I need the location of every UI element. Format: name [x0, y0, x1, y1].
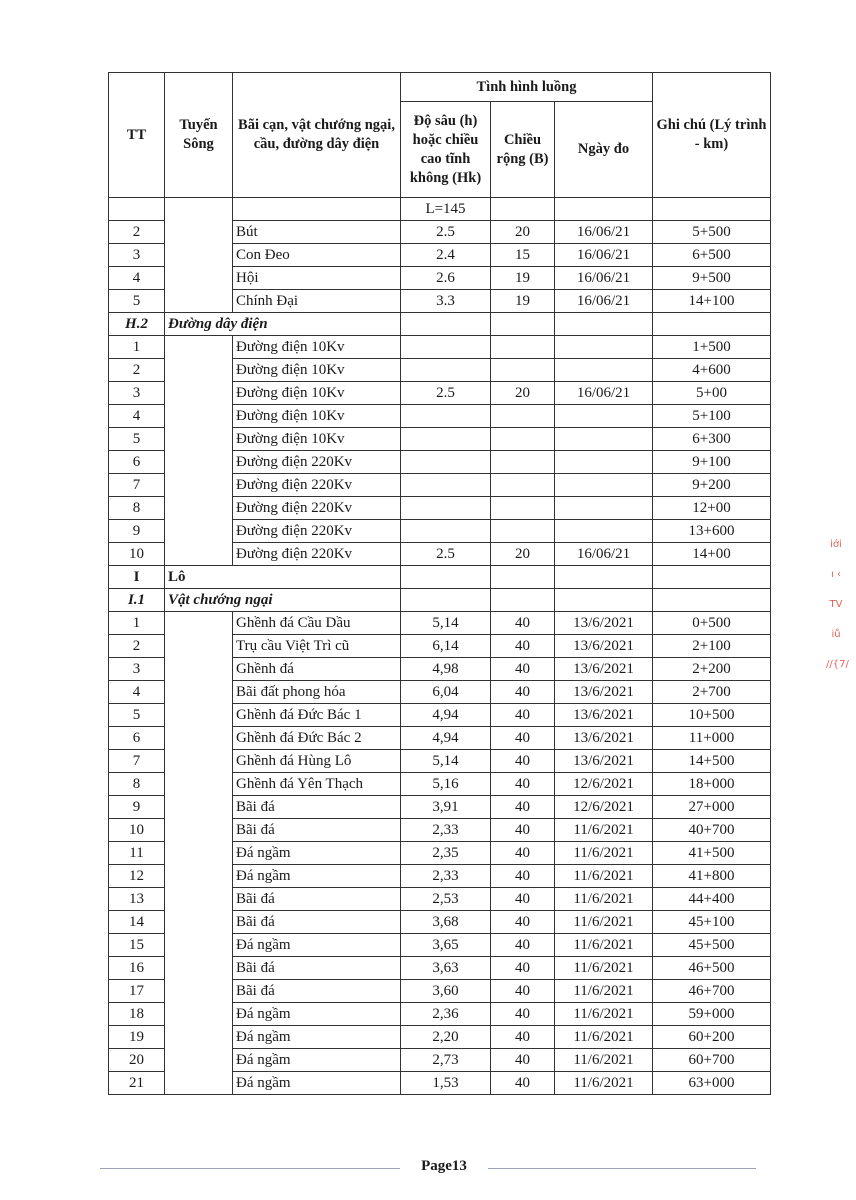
row-tt: 17 [109, 980, 165, 1003]
depth-value: 5,14 [401, 612, 491, 635]
section-label: Vật chướng ngại [165, 589, 401, 612]
group-row [109, 566, 771, 589]
depth-value: 2.6 [401, 267, 491, 290]
depth-value: 1,53 [401, 1072, 491, 1095]
row-tt: 5 [109, 290, 165, 313]
obstacle-name: Đường điện 220Kv [233, 474, 401, 497]
row-tt: 12 [109, 865, 165, 888]
obstacle-name: Ghềnh đá Đức Bác 1 [233, 704, 401, 727]
depth-value: 2.4 [401, 244, 491, 267]
row-tt: 6 [109, 727, 165, 750]
obstacle-name: Ghềnh đá Yên Thạch [233, 773, 401, 796]
chainage-note: 9+500 [653, 267, 771, 290]
measure-date: 13/6/2021 [555, 612, 653, 635]
measure-date: 11/6/2021 [555, 1072, 653, 1095]
header-ghi-chu: Ghi chú (Lý trình - km) [653, 73, 771, 198]
row-tt: 4 [109, 267, 165, 290]
row-tt: 3 [109, 658, 165, 681]
obstacle-name: Ghềnh đá Cầu Dầu [233, 612, 401, 635]
row-tt: 1 [109, 336, 165, 359]
depth-value: 2,33 [401, 865, 491, 888]
obstacle-name: Đường điện 10Kv [233, 382, 401, 405]
depth-value: 6,04 [401, 681, 491, 704]
depth-value: 4,94 [401, 727, 491, 750]
date-cell [555, 589, 653, 612]
depth-value: 3,91 [401, 796, 491, 819]
depth-value: 3,60 [401, 980, 491, 1003]
depth-value: 3,65 [401, 934, 491, 957]
obstacle-name: Bãi đất phong hóa [233, 681, 401, 704]
red-stamp-fragment [826, 530, 849, 680]
depth-value: 5,14 [401, 750, 491, 773]
width-value: 20 [491, 382, 555, 405]
row-tt: 10 [109, 819, 165, 842]
obstacle-name: Bãi đá [233, 796, 401, 819]
obstacle-name: Đường điện 10Kv [233, 336, 401, 359]
row-tt: 16 [109, 957, 165, 980]
row-tt: 18 [109, 1003, 165, 1026]
header-ngay-do: Ngày đo [555, 102, 653, 198]
measure-date [555, 198, 653, 221]
chainage-note: 6+300 [653, 428, 771, 451]
measure-date [555, 451, 653, 474]
measure-date: 13/6/2021 [555, 658, 653, 681]
obstacle-name: Đá ngầm [233, 842, 401, 865]
chainage-note: 2+200 [653, 658, 771, 681]
chainage-note: 2+100 [653, 635, 771, 658]
depth-value: 2.5 [401, 382, 491, 405]
chainage-note: 9+100 [653, 451, 771, 474]
row-tt: 13 [109, 888, 165, 911]
obstacle-name: Ghềnh đá Đức Bác 2 [233, 727, 401, 750]
chainage-note: 60+200 [653, 1026, 771, 1049]
header-tinh-hinh-luong: Tình hình luồng [401, 73, 653, 102]
note-cell [653, 313, 771, 336]
row-tt: 5 [109, 704, 165, 727]
row-tt: 14 [109, 911, 165, 934]
depth-value [401, 474, 491, 497]
measure-date [555, 336, 653, 359]
measure-date: 12/6/2021 [555, 796, 653, 819]
width-value: 40 [491, 750, 555, 773]
row-tt: 9 [109, 796, 165, 819]
table-header [109, 73, 771, 198]
stamp-mark: iới [830, 539, 842, 550]
row-tt: 8 [109, 773, 165, 796]
depth-value: 5,16 [401, 773, 491, 796]
measure-date: 12/6/2021 [555, 773, 653, 796]
chainage-note: 60+700 [653, 1049, 771, 1072]
measure-date [555, 405, 653, 428]
row-tt: 7 [109, 750, 165, 773]
obstacle-name: Đường điện 220Kv [233, 543, 401, 566]
date-cell [555, 566, 653, 589]
chainage-note: 14+500 [653, 750, 771, 773]
width-value: 15 [491, 244, 555, 267]
obstacle-name [233, 198, 401, 221]
obstacle-name: Đường điện 220Kv [233, 451, 401, 474]
depth-value [401, 336, 491, 359]
row-tt: 4 [109, 405, 165, 428]
header-chieu-rong: Chiều rộng (B) [491, 102, 555, 198]
chainage-note: 5+100 [653, 405, 771, 428]
depth-value: 2,73 [401, 1049, 491, 1072]
width-value: 40 [491, 1072, 555, 1095]
measure-date: 11/6/2021 [555, 819, 653, 842]
measure-date: 13/6/2021 [555, 727, 653, 750]
measure-date: 16/06/21 [555, 244, 653, 267]
row-tt: 2 [109, 221, 165, 244]
obstacle-name: Trụ cầu Việt Trì cũ [233, 635, 401, 658]
row-tt: 6 [109, 451, 165, 474]
row-tt: 10 [109, 543, 165, 566]
depth-value [401, 359, 491, 382]
obstacle-name: Hội [233, 267, 401, 290]
width-value: 40 [491, 773, 555, 796]
depth-value: 2,33 [401, 819, 491, 842]
width-cell [491, 589, 555, 612]
measure-date: 11/6/2021 [555, 1003, 653, 1026]
row-tt: 2 [109, 635, 165, 658]
depth-value: 6,14 [401, 635, 491, 658]
note-cell [653, 566, 771, 589]
stamp-mark: iů [831, 629, 841, 640]
row-tt: 7 [109, 474, 165, 497]
width-value: 40 [491, 796, 555, 819]
chainage-note: 4+600 [653, 359, 771, 382]
row-tt: 21 [109, 1072, 165, 1095]
depth-value [401, 451, 491, 474]
row-tt: I [109, 566, 165, 589]
measure-date: 16/06/21 [555, 267, 653, 290]
obstacle-name: Bãi đá [233, 980, 401, 1003]
chainage-note: 14+00 [653, 543, 771, 566]
width-value: 40 [491, 658, 555, 681]
obstacle-name: Bãi đá [233, 911, 401, 934]
measure-date [555, 474, 653, 497]
depth-value: 3,68 [401, 911, 491, 934]
width-value: 40 [491, 980, 555, 1003]
obstacle-name: Bãi đá [233, 888, 401, 911]
measure-date: 11/6/2021 [555, 1049, 653, 1072]
obstacle-name: Đường điện 220Kv [233, 520, 401, 543]
chainage-note: 44+400 [653, 888, 771, 911]
obstacle-name: Đá ngầm [233, 1072, 401, 1095]
row-tt: 3 [109, 382, 165, 405]
width-value: 40 [491, 1003, 555, 1026]
depth-cell [401, 566, 491, 589]
row-tt: H.2 [109, 313, 165, 336]
width-value: 40 [491, 819, 555, 842]
table-row [109, 198, 771, 221]
obstacle-name: Ghềnh đá [233, 658, 401, 681]
width-value: 40 [491, 888, 555, 911]
row-tt: 2 [109, 359, 165, 382]
width-value [491, 520, 555, 543]
chainage-note: 18+000 [653, 773, 771, 796]
chainage-note: 11+000 [653, 727, 771, 750]
chainage-note: 45+100 [653, 911, 771, 934]
page-footer [100, 1156, 756, 1182]
measure-date [555, 497, 653, 520]
chainage-note: 5+00 [653, 382, 771, 405]
chainage-note: 6+500 [653, 244, 771, 267]
width-value [491, 336, 555, 359]
row-tt: 9 [109, 520, 165, 543]
stamp-mark: ı ‹ [831, 569, 841, 580]
obstacle-name: Bãi đá [233, 957, 401, 980]
header-tuyen-song: Tuyến Sông [165, 73, 233, 198]
obstacle-name: Bãi đá [233, 819, 401, 842]
width-value: 40 [491, 681, 555, 704]
footer-rule-left [100, 1168, 400, 1169]
width-value: 19 [491, 267, 555, 290]
depth-value: 2.5 [401, 221, 491, 244]
width-value: 40 [491, 865, 555, 888]
chainage-note: 40+700 [653, 819, 771, 842]
measure-date: 13/6/2021 [555, 750, 653, 773]
obstacle-name: Đường điện 10Kv [233, 428, 401, 451]
river-obstacles-table [108, 72, 771, 1095]
width-value [491, 428, 555, 451]
width-cell [491, 566, 555, 589]
measure-date: 16/06/21 [555, 543, 653, 566]
depth-value: 3,63 [401, 957, 491, 980]
chainage-note: 41+500 [653, 842, 771, 865]
row-tt: I.1 [109, 589, 165, 612]
measure-date: 11/6/2021 [555, 934, 653, 957]
row-tt: 3 [109, 244, 165, 267]
measure-date: 13/6/2021 [555, 635, 653, 658]
obstacle-name: Con Đeo [233, 244, 401, 267]
width-value: 40 [491, 704, 555, 727]
depth-value: 2,20 [401, 1026, 491, 1049]
header-bai-can: Bãi cạn, vật chướng ngại, cầu, đường dây điện [233, 73, 401, 198]
width-cell [491, 313, 555, 336]
row-tt: 15 [109, 934, 165, 957]
obstacle-name: Đá ngầm [233, 865, 401, 888]
obstacle-name: Đá ngầm [233, 1049, 401, 1072]
depth-value: L=145 [401, 198, 491, 221]
route-cell [165, 612, 233, 1095]
chainage-note: 45+500 [653, 934, 771, 957]
chainage-note: 9+200 [653, 474, 771, 497]
row-tt: 4 [109, 681, 165, 704]
measure-date: 11/6/2021 [555, 957, 653, 980]
chainage-note: 14+100 [653, 290, 771, 313]
depth-value: 2,53 [401, 888, 491, 911]
measure-date: 11/6/2021 [555, 842, 653, 865]
row-tt: 11 [109, 842, 165, 865]
depth-value: 2,35 [401, 842, 491, 865]
depth-value: 4,94 [401, 704, 491, 727]
obstacle-name: Đá ngầm [233, 1003, 401, 1026]
obstacle-name: Đường điện 10Kv [233, 359, 401, 382]
width-value: 40 [491, 635, 555, 658]
width-value: 40 [491, 934, 555, 957]
width-value: 40 [491, 842, 555, 865]
measure-date: 16/06/21 [555, 290, 653, 313]
measure-date [555, 428, 653, 451]
depth-value: 2.5 [401, 543, 491, 566]
measure-date: 11/6/2021 [555, 911, 653, 934]
measure-date: 11/6/2021 [555, 865, 653, 888]
obstacle-name: Ghềnh đá Hùng Lô [233, 750, 401, 773]
width-value [491, 451, 555, 474]
depth-value [401, 520, 491, 543]
chainage-note: 10+500 [653, 704, 771, 727]
measure-date: 11/6/2021 [555, 980, 653, 1003]
measure-date: 11/6/2021 [555, 888, 653, 911]
width-value [491, 474, 555, 497]
stamp-mark: TV [829, 599, 843, 610]
measure-date [555, 359, 653, 382]
obstacle-name: Chính Đại [233, 290, 401, 313]
depth-cell [401, 313, 491, 336]
obstacle-name: Đường điện 220Kv [233, 497, 401, 520]
obstacle-name: Bút [233, 221, 401, 244]
chainage-note: 41+800 [653, 865, 771, 888]
depth-cell [401, 589, 491, 612]
width-value: 40 [491, 612, 555, 635]
header-tt: TT [109, 73, 165, 198]
row-tt: 1 [109, 612, 165, 635]
chainage-note [653, 198, 771, 221]
width-value: 40 [491, 911, 555, 934]
row-tt: 5 [109, 428, 165, 451]
footer-rule-right [488, 1168, 756, 1169]
chainage-note: 13+600 [653, 520, 771, 543]
header-do-sau: Độ sâu (h) hoặc chiều cao tĩnh không (Hk) [401, 102, 491, 198]
width-value [491, 198, 555, 221]
measure-date: 13/6/2021 [555, 704, 653, 727]
width-value: 40 [491, 727, 555, 750]
measure-date: 16/06/21 [555, 382, 653, 405]
section-row [109, 313, 771, 336]
obstacle-name: Đá ngầm [233, 1026, 401, 1049]
table-row [109, 612, 771, 635]
row-tt: 20 [109, 1049, 165, 1072]
row-tt: 8 [109, 497, 165, 520]
row-tt: 19 [109, 1026, 165, 1049]
chainage-note: 12+00 [653, 497, 771, 520]
chainage-note: 59+000 [653, 1003, 771, 1026]
chainage-note: 63+000 [653, 1072, 771, 1095]
depth-value: 2,36 [401, 1003, 491, 1026]
section-label: Lô [165, 566, 401, 589]
chainage-note: 46+500 [653, 957, 771, 980]
width-value: 20 [491, 221, 555, 244]
chainage-note: 0+500 [653, 612, 771, 635]
measure-date: 13/6/2021 [555, 681, 653, 704]
page-number: Page13 [421, 1158, 467, 1174]
chainage-note: 27+000 [653, 796, 771, 819]
depth-value [401, 497, 491, 520]
chainage-note: 46+700 [653, 980, 771, 1003]
depth-value [401, 405, 491, 428]
width-value: 40 [491, 1026, 555, 1049]
table-row [109, 336, 771, 359]
width-value: 19 [491, 290, 555, 313]
note-cell [653, 589, 771, 612]
measure-date: 11/6/2021 [555, 1026, 653, 1049]
table-body [109, 198, 771, 1095]
depth-value: 4,98 [401, 658, 491, 681]
section-row [109, 589, 771, 612]
width-value: 20 [491, 543, 555, 566]
width-value [491, 405, 555, 428]
width-value: 40 [491, 957, 555, 980]
row-tt [109, 198, 165, 221]
depth-value [401, 428, 491, 451]
route-cell [165, 198, 233, 313]
date-cell [555, 313, 653, 336]
chainage-note: 5+500 [653, 221, 771, 244]
obstacle-name: Đá ngầm [233, 934, 401, 957]
chainage-note: 1+500 [653, 336, 771, 359]
section-label: Đường dây điện [165, 313, 401, 336]
route-cell [165, 336, 233, 566]
measure-date [555, 520, 653, 543]
depth-value: 3.3 [401, 290, 491, 313]
stamp-mark: //{7/ [826, 659, 849, 670]
measure-date: 16/06/21 [555, 221, 653, 244]
width-value [491, 497, 555, 520]
width-value [491, 359, 555, 382]
obstacle-name: Đường điện 10Kv [233, 405, 401, 428]
width-value: 40 [491, 1049, 555, 1072]
chainage-note: 2+700 [653, 681, 771, 704]
